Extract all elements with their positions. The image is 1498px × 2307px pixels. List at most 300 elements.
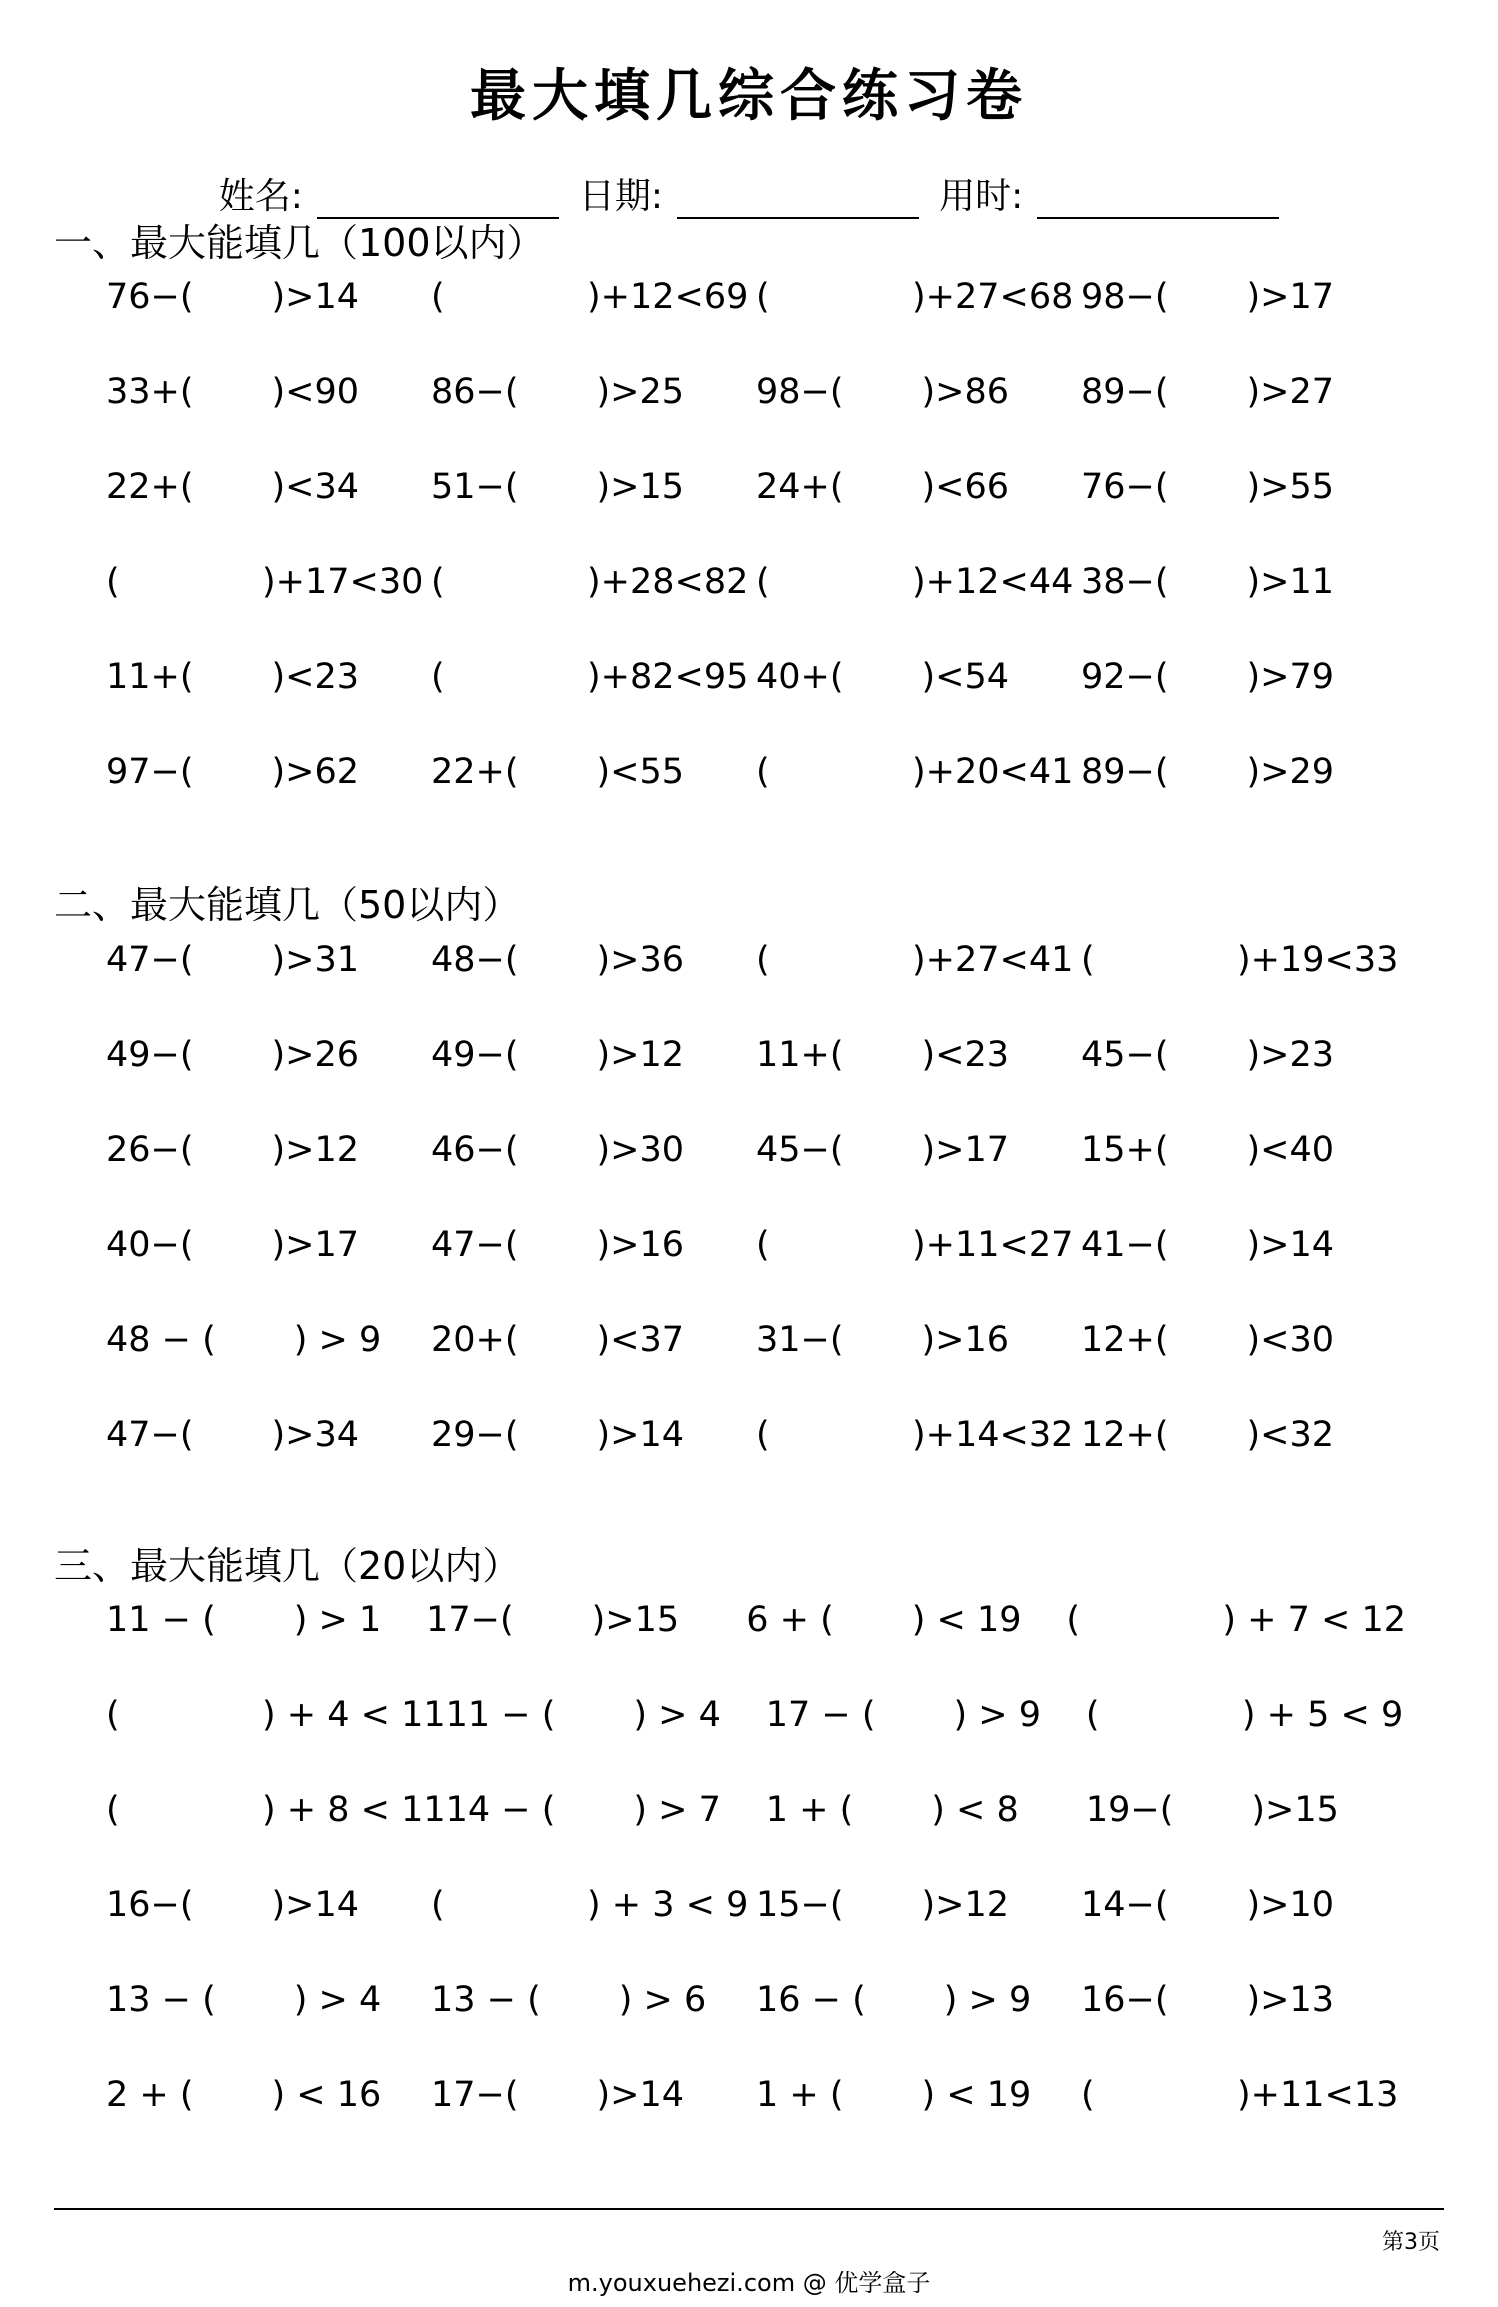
problem [756,562,1081,657]
problem-right: ) < 8 [931,1790,1019,1830]
problem-right: )>16 [596,1225,685,1265]
problem-left: 1 + ( [765,1790,854,1830]
answer-blank[interactable] [844,1130,922,1225]
problem [1086,1790,1406,1885]
answer-blank[interactable] [216,1980,294,2075]
problem-right: )>10 [1246,1885,1335,1925]
problem-right: )+27<41 [912,940,1074,980]
problem-left: 33+( [106,372,194,412]
problem-right: )>79 [1246,657,1335,697]
problem [446,1790,766,1885]
problem [1081,1415,1406,1510]
problem-left: ( [106,1790,120,1830]
answer-blank[interactable] [194,2075,272,2170]
answer-blank[interactable] [844,372,922,467]
problem [431,277,756,372]
problem-grid [106,940,1406,1510]
problem-left: ( [756,277,770,317]
problem [1081,2075,1406,2170]
problem [1081,277,1406,372]
answer-blank[interactable] [194,467,272,562]
problem [756,1130,1081,1225]
problem-left: 48−( [431,940,519,980]
problem-right: )<40 [1246,1130,1335,1170]
problem-grid [106,1600,1406,2170]
section-title: 二、最大能填几（50以内） [54,883,521,927]
answer-blank[interactable] [1159,2075,1237,2170]
problem [756,752,1081,847]
problem-left: 13 − ( [431,1980,541,2020]
problem-row [106,1790,1406,1885]
answer-blank[interactable] [519,940,597,1035]
problem-left: 11 − ( [106,1600,216,1640]
problem [1081,1035,1406,1130]
problem-right: )>12 [921,1885,1010,1925]
problem-left: 40+( [756,657,844,697]
problem-right: )>29 [1246,752,1335,792]
answer-blank[interactable] [834,1415,912,1510]
answer-blank[interactable] [519,752,597,847]
problem-left: 86−( [431,372,519,412]
problem [1081,657,1406,752]
footer-divider [54,2208,1444,2210]
answer-blank[interactable] [514,1600,592,1695]
answer-blank[interactable] [1144,1600,1222,1695]
problem-left: ( [1081,940,1095,980]
problem [756,657,1081,752]
name-label: 姓名: [218,176,303,217]
problem-left: 12+( [1081,1320,1169,1360]
problem-right: )+28<82 [587,562,749,602]
answer-blank[interactable] [844,2075,922,2170]
problem-right: )+19<33 [1237,940,1399,980]
problem-right: ) < 19 [921,2075,1032,2115]
answer-blank[interactable] [844,1885,922,1980]
answer-blank[interactable] [1169,1415,1247,1510]
answer-blank[interactable] [1169,1980,1247,2075]
problem-row [106,940,1406,1035]
answer-blank[interactable] [844,467,922,562]
problem-right: ) > 9 [943,1980,1032,2020]
problem [1081,940,1406,1035]
problem-left: 49−( [431,1035,519,1075]
answer-blank[interactable] [509,562,587,657]
problem-right: ) + 4 < 11 [262,1695,446,1735]
problem [106,1695,446,1790]
problem-right: )+12<69 [587,277,749,317]
problem-right: ) > 9 [953,1695,1042,1735]
problem-right: ) > 4 [293,1980,382,2020]
answer-blank[interactable] [1169,752,1247,847]
problem-right: ) > 7 [633,1790,721,1830]
problem [746,1600,1066,1695]
problem [1081,1980,1406,2075]
answer-blank[interactable] [866,1980,944,2075]
answer-blank[interactable] [1169,1225,1247,1320]
problem [106,562,431,657]
answer-blank[interactable] [834,1600,912,1695]
problem-left: 11+( [106,657,194,697]
answer-blank[interactable] [194,657,272,752]
problem-row [106,2075,1406,2170]
problem [756,467,1081,562]
problem-right: )<54 [921,657,1010,697]
problem [1086,1695,1406,1790]
answer-blank[interactable] [519,1320,597,1415]
answer-blank[interactable] [194,1130,272,1225]
problem-right: )>17 [921,1130,1010,1170]
problem [756,1035,1081,1130]
answer-blank[interactable] [1169,467,1247,562]
problem [431,1320,756,1415]
page-number: 第3页 [1382,2230,1440,2255]
problem-right: )>34 [271,1415,360,1455]
problem-left: 89−( [1081,752,1169,792]
problem [106,2075,431,2170]
answer-blank[interactable] [509,277,587,372]
date-blank[interactable] [677,183,919,219]
problem-left: 47−( [431,1225,519,1265]
answer-blank[interactable] [194,1225,272,1320]
problem-right: )>11 [1246,562,1335,602]
problem-left: ( [756,1415,770,1455]
answer-blank[interactable] [509,1885,587,1980]
problem [1081,1320,1406,1415]
problem-right: )>27 [1246,372,1335,412]
problem-left: 11 − ( [445,1695,556,1735]
problem-right: ) > 1 [293,1600,382,1640]
problem-left: 97−( [106,752,194,792]
problem-left: ( [431,562,445,602]
problem [106,1320,431,1415]
answer-blank[interactable] [853,1790,931,1885]
problem-right: )>15 [1251,1790,1339,1830]
problem-row [106,1980,1406,2075]
problem-left: 2 + ( [106,2075,194,2115]
answer-blank[interactable] [1169,1320,1247,1415]
problem-right: )+11<13 [1237,2075,1399,2115]
problem-right: )+20<41 [912,752,1074,792]
problem-left: 11+( [756,1035,844,1075]
problem-left: 40−( [106,1225,194,1265]
problem-right: )>13 [1246,1980,1335,2020]
problem [106,1225,431,1320]
answer-blank[interactable] [194,1035,272,1130]
problem [431,1980,756,2075]
answer-blank[interactable] [519,1035,597,1130]
problem-left: 92−( [1081,657,1169,697]
answer-blank[interactable] [541,1980,619,2075]
problem-left: 41−( [1081,1225,1169,1265]
problem-right: )>36 [596,940,685,980]
problem [106,657,431,752]
problem-right: )>26 [271,1035,360,1075]
problem [106,1130,431,1225]
answer-blank[interactable] [844,657,922,752]
answer-blank[interactable] [555,1695,633,1790]
problem-left: 46−( [431,1130,519,1170]
problem [1081,467,1406,562]
problem-left: 24+( [756,467,844,507]
problem-left: 49−( [106,1035,194,1075]
problem-right: )>12 [596,1035,685,1075]
answer-blank[interactable] [1164,1695,1242,1790]
answer-blank[interactable] [834,752,912,847]
problem [431,940,756,1035]
problem [106,277,431,372]
answer-blank[interactable] [844,1035,922,1130]
answer-blank[interactable] [519,467,597,562]
problem-left: 45−( [756,1130,844,1170]
problem-row [106,1320,1406,1415]
problem-left: 14−( [1081,1885,1169,1925]
footer-text: m.youxuehezi.com @ 优学盒子 [567,2269,931,2297]
answer-blank[interactable] [1169,562,1247,657]
answer-blank[interactable] [1169,1130,1247,1225]
problem-row [106,1035,1406,1130]
problem [106,752,431,847]
problem-left: 16−( [106,1885,194,1925]
problem-row [106,467,1406,562]
answer-blank[interactable] [1169,657,1247,752]
problem-row [106,562,1406,657]
problem-right: )<34 [271,467,360,507]
problem-right: ) > 6 [618,1980,707,2020]
problem-left: 15+( [1081,1130,1169,1170]
problem-right: )<37 [596,1320,685,1360]
problem [756,2075,1081,2170]
problem-left: 51−( [431,467,519,507]
problem [1081,1225,1406,1320]
problem-left: 22+( [431,752,519,792]
answer-blank[interactable] [1173,1790,1251,1885]
problem [1081,1885,1406,1980]
problem [431,2075,756,2170]
problem-left: 1 + ( [756,2075,844,2115]
problem-right: )<90 [271,372,360,412]
problem [106,467,431,562]
problem [106,1980,431,2075]
problem-left: 22+( [106,467,194,507]
problem-right: )+82<95 [587,657,749,697]
answer-blank[interactable] [184,1790,262,1885]
problem-right: )>14 [271,277,360,317]
problem-left: 29−( [431,1415,519,1455]
problem-left: 76−( [106,277,194,317]
problem-right: )>15 [591,1600,680,1640]
answer-blank[interactable] [194,940,272,1035]
problem-right: ) < 19 [911,1600,1022,1640]
problem [431,562,756,657]
problem-right: )+14<32 [912,1415,1074,1455]
problem-right: )>16 [921,1320,1010,1360]
problem-row [106,657,1406,752]
problem-left: 98−( [756,372,844,412]
answer-blank[interactable] [555,1790,633,1885]
problem-grid [106,277,1406,847]
problem-right: ) < 16 [271,2075,382,2115]
answer-blank[interactable] [519,1415,597,1510]
problem-left: 26−( [106,1130,194,1170]
answer-blank[interactable] [834,940,912,1035]
answer-blank[interactable] [519,1225,597,1320]
problem [106,1790,446,1885]
time-field [939,168,1279,219]
problem-left: ( [756,1225,770,1265]
answer-blank[interactable] [194,372,272,467]
answer-blank[interactable] [519,2075,597,2170]
problem-left: 89−( [1081,372,1169,412]
problem-right: )>62 [271,752,360,792]
problem-right: )>86 [921,372,1010,412]
answer-blank[interactable] [184,562,262,657]
problem-right: )<23 [271,657,360,697]
problem-right: )+27<68 [912,277,1074,317]
answer-blank[interactable] [194,1885,272,1980]
problem-right: ) + 5 < 9 [1241,1695,1404,1735]
problem-left: 76−( [1081,467,1169,507]
problem [426,1600,746,1695]
problem-left: 38−( [1081,562,1169,602]
problem-right: )+12<44 [912,562,1074,602]
problem [431,1885,756,1980]
problem-right: )>25 [596,372,685,412]
problem [1081,562,1406,657]
answer-blank[interactable] [834,277,912,372]
problem [106,372,431,467]
problem-left: 16 − ( [756,1980,866,2020]
problem-right: )<23 [921,1035,1010,1075]
answer-blank[interactable] [1169,277,1247,372]
answer-blank[interactable] [876,1695,954,1790]
problem-left: ( [431,1885,445,1925]
problem-left: 12+( [1081,1415,1169,1455]
problem-row [106,1695,1406,1790]
problem [431,1035,756,1130]
answer-blank[interactable] [194,752,272,847]
section-title: 三、最大能填几（20以内） [54,1544,521,1588]
time-label: 用时: [939,176,1024,217]
problem-row [106,1885,1406,1980]
answer-blank[interactable] [834,1225,912,1320]
answer-blank[interactable] [1169,1035,1247,1130]
problem-right: )>12 [271,1130,360,1170]
problem-left: 13 − ( [106,1980,216,2020]
answer-blank[interactable] [216,1600,294,1695]
problem-right: )>30 [596,1130,685,1170]
answer-blank[interactable] [1169,372,1247,467]
problem-row [106,1225,1406,1320]
problem [756,277,1081,372]
problem [1066,1600,1406,1695]
answer-blank[interactable] [844,1320,922,1415]
problem [756,1320,1081,1415]
problem-left: ( [1066,1600,1081,1640]
problem-right: ) + 8 < 11 [262,1790,446,1830]
problem-left: ( [756,752,770,792]
problem-right: )>14 [1246,1225,1335,1265]
problem-right: )>14 [596,1415,685,1455]
problem-left: ( [756,562,770,602]
problem-row [106,277,1406,372]
problem-left: ( [1081,2075,1095,2115]
problem-right: ) > 9 [293,1320,382,1360]
problem [431,467,756,562]
problem [756,1980,1081,2075]
problem-row [106,372,1406,467]
problem-right: )<30 [1246,1320,1335,1360]
problem-right: )<32 [1246,1415,1335,1455]
problem-right: )+17<30 [262,562,424,602]
problem-left: 6 + ( [746,1600,834,1640]
answer-blank[interactable] [194,277,272,372]
problem-right: )+11<27 [912,1225,1074,1265]
answer-blank[interactable] [1169,1885,1247,1980]
date-field [579,168,919,219]
problem-left: ( [106,562,120,602]
problem [756,940,1081,1035]
problem [446,1695,766,1790]
problem [106,1035,431,1130]
problem-right: )>17 [271,1225,360,1265]
problem-row [106,1415,1406,1510]
problem [756,1885,1081,1980]
problem-right: )>23 [1246,1035,1335,1075]
problem-row [106,1600,1406,1695]
answer-blank[interactable] [1159,940,1237,1035]
problem-left: ( [756,940,770,980]
problem-left: 47−( [106,940,194,980]
answer-blank[interactable] [216,1320,294,1415]
problem-right: )>31 [271,940,360,980]
problem [431,1130,756,1225]
problem [766,1695,1086,1790]
problem-right: )>14 [271,1885,360,1925]
answer-blank[interactable] [184,1695,262,1790]
problem-left: 17−( [426,1600,514,1640]
problem-left: ( [106,1695,120,1735]
problem-left: 17−( [431,2075,519,2115]
problem-left: 16−( [1081,1980,1169,2020]
problem [431,372,756,467]
time-blank[interactable] [1037,183,1279,219]
problem-row [106,752,1406,847]
date-label: 日期: [578,176,664,217]
problem-left: ( [431,277,445,317]
problem [756,372,1081,467]
answer-blank[interactable] [519,1130,597,1225]
problem [766,1790,1086,1885]
section-title: 一、最大能填几（100以内） [54,221,545,265]
problem-left: 47−( [106,1415,194,1455]
problem [756,1415,1081,1510]
problem-right: )>17 [1246,277,1335,317]
answer-blank[interactable] [509,657,587,752]
problem-left: 15−( [756,1885,844,1925]
problem [1081,372,1406,467]
answer-blank[interactable] [519,372,597,467]
problem-left: 31−( [756,1320,844,1360]
problem-right: ) + 7 < 12 [1222,1600,1406,1640]
page-title: 最大填几综合练习卷 [470,64,1028,129]
problem [106,1600,426,1695]
problem-left: 98−( [1081,277,1169,317]
answer-blank[interactable] [194,1415,272,1510]
problem [431,1225,756,1320]
problem [756,1225,1081,1320]
problem [106,1885,431,1980]
answer-blank[interactable] [834,562,912,657]
